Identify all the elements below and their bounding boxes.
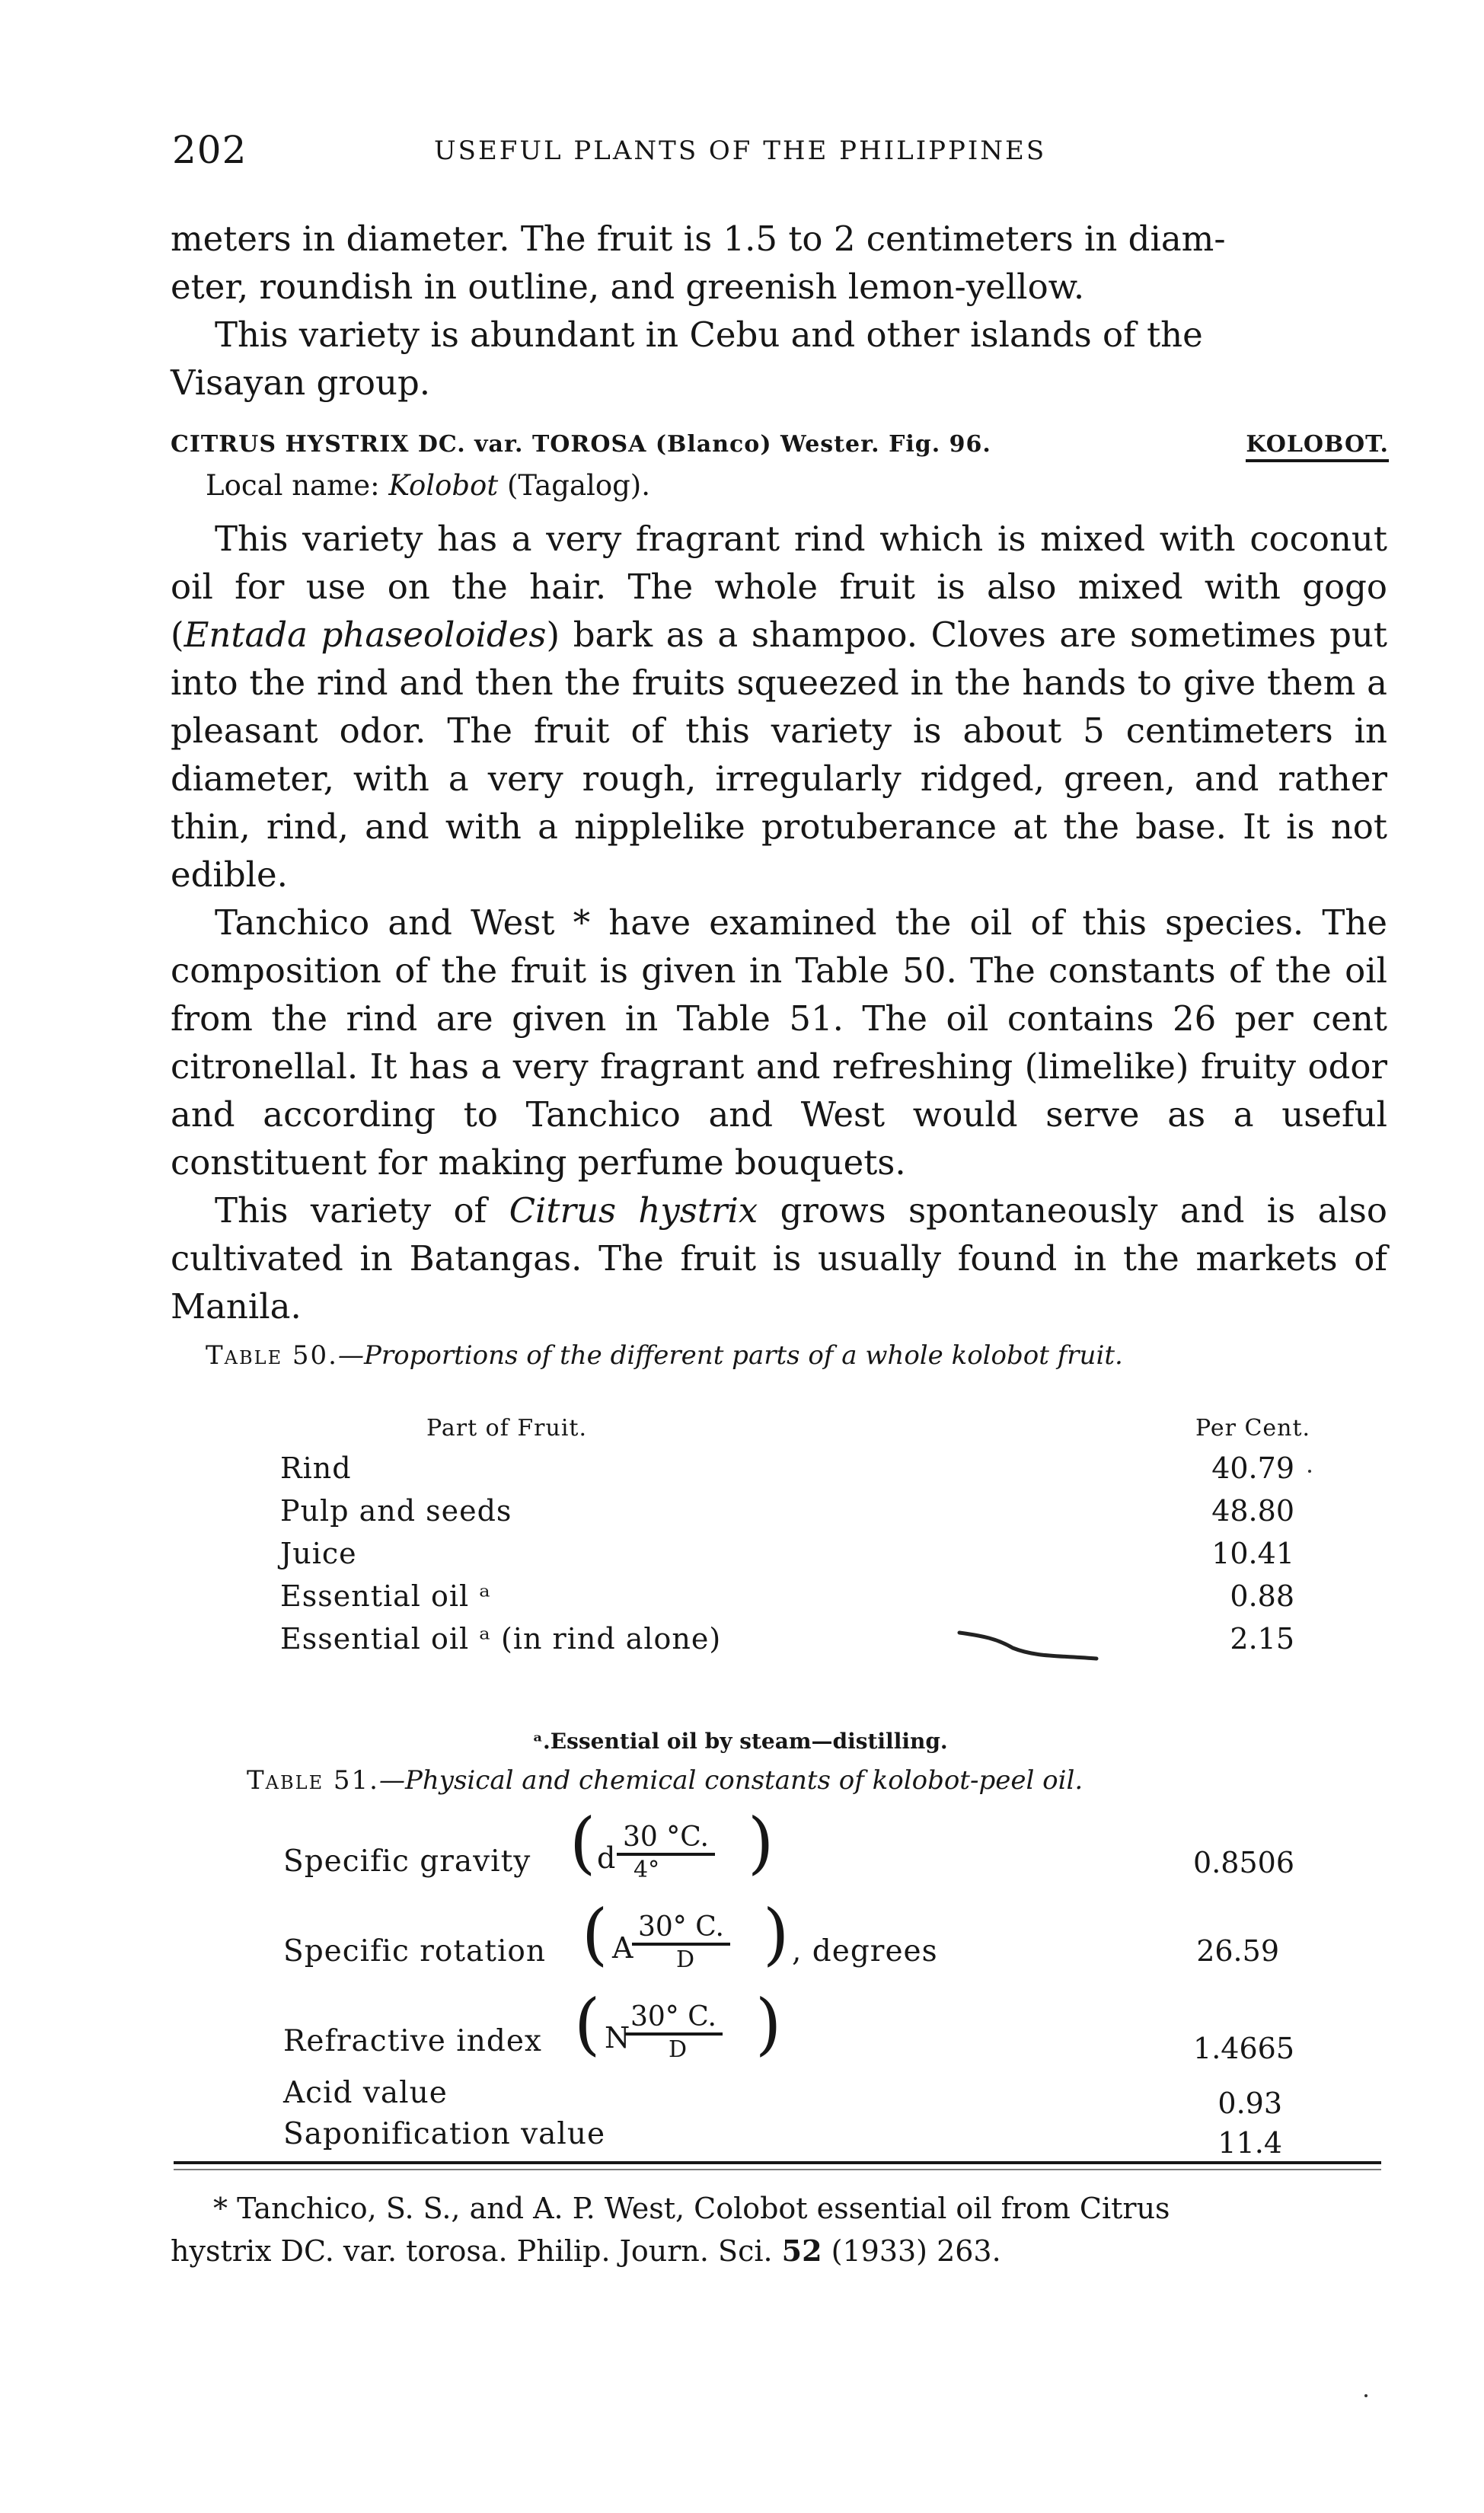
text-run: This variety has a very fragrant rind which is mixed with coconut oil for use on the hair. The whole fruit is also mixed with gogo ( [171,519,1387,655]
fraction [602,1911,769,1988]
fraction-numerator: 30° C. [624,2001,723,2036]
fraction-symbol: A [612,1931,633,1965]
footnote [171,2187,1389,2272]
table-50-caption [206,1340,1123,1371]
constant-label: Refractive index [283,2024,542,2058]
table-50-footnote: ᵃ.Essential oil by steam—distilling. [533,1729,948,1754]
constant-value: 0.8506 [1193,1846,1294,1879]
volume-number: 52 [781,2234,822,2268]
table-row-value: 2.15 [1230,1622,1294,1656]
text-run: (1933) 263. [822,2234,1001,2268]
table-row-label: Rind [280,1451,352,1485]
fraction [594,2001,761,2077]
table-row-label: Juice [280,1537,357,1570]
species-name: CITRUS HYSTRIX DC. var. TOROSA (Blanco) Wester. Fig. 96. [171,431,991,458]
constant-label: Saponification value [283,2117,606,2151]
running-title: USEFUL PLANTS OF THE PHILIPPINES [434,136,1047,166]
fraction-denominator: D [676,1946,695,1973]
paragraph-continuation [171,215,1387,311]
constant-label: Specific rotation [283,1934,547,1969]
constant-value: 11.4 [1218,2126,1282,2160]
unit-suffix: , degrees [792,1934,938,1969]
footnote-line [171,2230,1389,2272]
ink-mark [952,1624,1104,1669]
fraction-denominator: 4° [633,1857,660,1883]
close-paren: ) [763,1895,790,1973]
close-paren: ) [748,1803,774,1882]
fraction-numerator: 30° C. [632,1911,730,1946]
fraction-symbol: N [605,2021,630,2055]
open-paren: ( [574,1985,601,2063]
table-caption-text: —Physical and chemical constants of kolobot-peel oil. [378,1765,1083,1796]
species-italic: Entada phaseoloides [184,615,547,655]
local-name-line [206,469,650,502]
paragraph-hystrix [171,1186,1387,1330]
species-heading [171,431,1389,458]
paragraph-rind [171,515,1387,899]
text-line: This variety is abundant in Cebu and other islands of the [215,315,1203,355]
local-name-prefix: Local name: [206,469,389,502]
vernacular-name: KOLOBOT. [1246,431,1389,462]
table-caption-text: —Proportions of the different parts of a whole kolobot fruit. [337,1340,1123,1371]
text-line: Visayan group. [171,362,431,403]
open-paren: ( [570,1803,596,1882]
table-row-label: Essential oil ᵃ [280,1579,491,1613]
table-row-value: 0.88 [1230,1579,1294,1613]
constant-label: Acid value [283,2076,448,2110]
fraction [586,1822,754,1898]
fraction-denominator: D [669,2036,688,2063]
speck [1364,2394,1368,2397]
paragraph-cebu [171,311,1387,407]
fraction-symbol: d [597,1841,616,1875]
column-header-percent: Per Cent. [1195,1415,1311,1442]
species-italic: Citrus hystrix [509,1190,758,1231]
constant-value: 1.4665 [1193,2032,1294,2065]
paragraph-tanchico: Tanchico and West * have examined the oil of this species. The composition of the fruit is given in Table 50. The constants of the oil from the rind are given in Table 51. The oil contains 26 per cent citronellal. It has a very fragrant and refreshing (limelike) fruity odor and according to Tanchico and West would serve as a useful constituent for making perfume bouquets. [171,902,1387,1183]
text-line: eter, roundish in outline, and greenish lemon-yellow. [171,267,1085,307]
text-run: hystrix DC. var. torosa. Philip. Journ. Sci. [171,2234,782,2268]
constant-value: 26.59 [1196,1934,1279,1968]
text-run: This variety of [215,1190,509,1231]
footnote-rule-thin [174,2169,1381,2170]
local-name-suffix: (Tagalog). [498,469,650,502]
text-line: meters in diameter. The fruit is 1.5 to 2 centimeters in diam- [171,219,1226,259]
column-header-part: Part of Fruit. [426,1415,588,1442]
table-row-value: 48.80 [1211,1494,1294,1528]
table-51-caption [247,1765,1083,1796]
table-row-label: Pulp and seeds [280,1494,512,1528]
constant-label: Specific gravity [283,1844,531,1879]
table-row-value: 10.41 [1211,1537,1294,1570]
close-paren: ) [755,1985,782,2063]
local-name: Kolobot [388,469,499,502]
open-paren: ( [582,1895,608,1973]
text-run: grows spontaneously and is also cultivated in Batangas. The fruit is usually found in the markets of Manila. [171,1190,1387,1327]
text-run: ) bark as a shampoo. Cloves are sometimes put into the rind and then the fruits squeezed in the hands to give them a pleasant odor. The fruit of this variety is about 5 centimeters in diameter, with a very rough, irregularly ridged, green, and rather thin, rind, and with a nipplelike protuberance at the base. It is not edible. [171,615,1387,895]
table-label: Table 50. [206,1340,338,1371]
footnote-line: * Tanchico, S. S., and A. P. West, Colobot essential oil from Citrus [213,2192,1170,2225]
constant-value: 0.93 [1218,2087,1282,2120]
footnote-rule [174,2161,1381,2164]
table-label: Table 51. [247,1765,379,1796]
table-row-value: 40.79 [1211,1451,1294,1485]
speck [1308,1470,1311,1473]
page-number: 202 [172,128,247,172]
table-row-label: Essential oil ᵃ (in rind alone) [280,1622,722,1656]
fraction-numerator: 30 °C. [617,1822,715,1856]
